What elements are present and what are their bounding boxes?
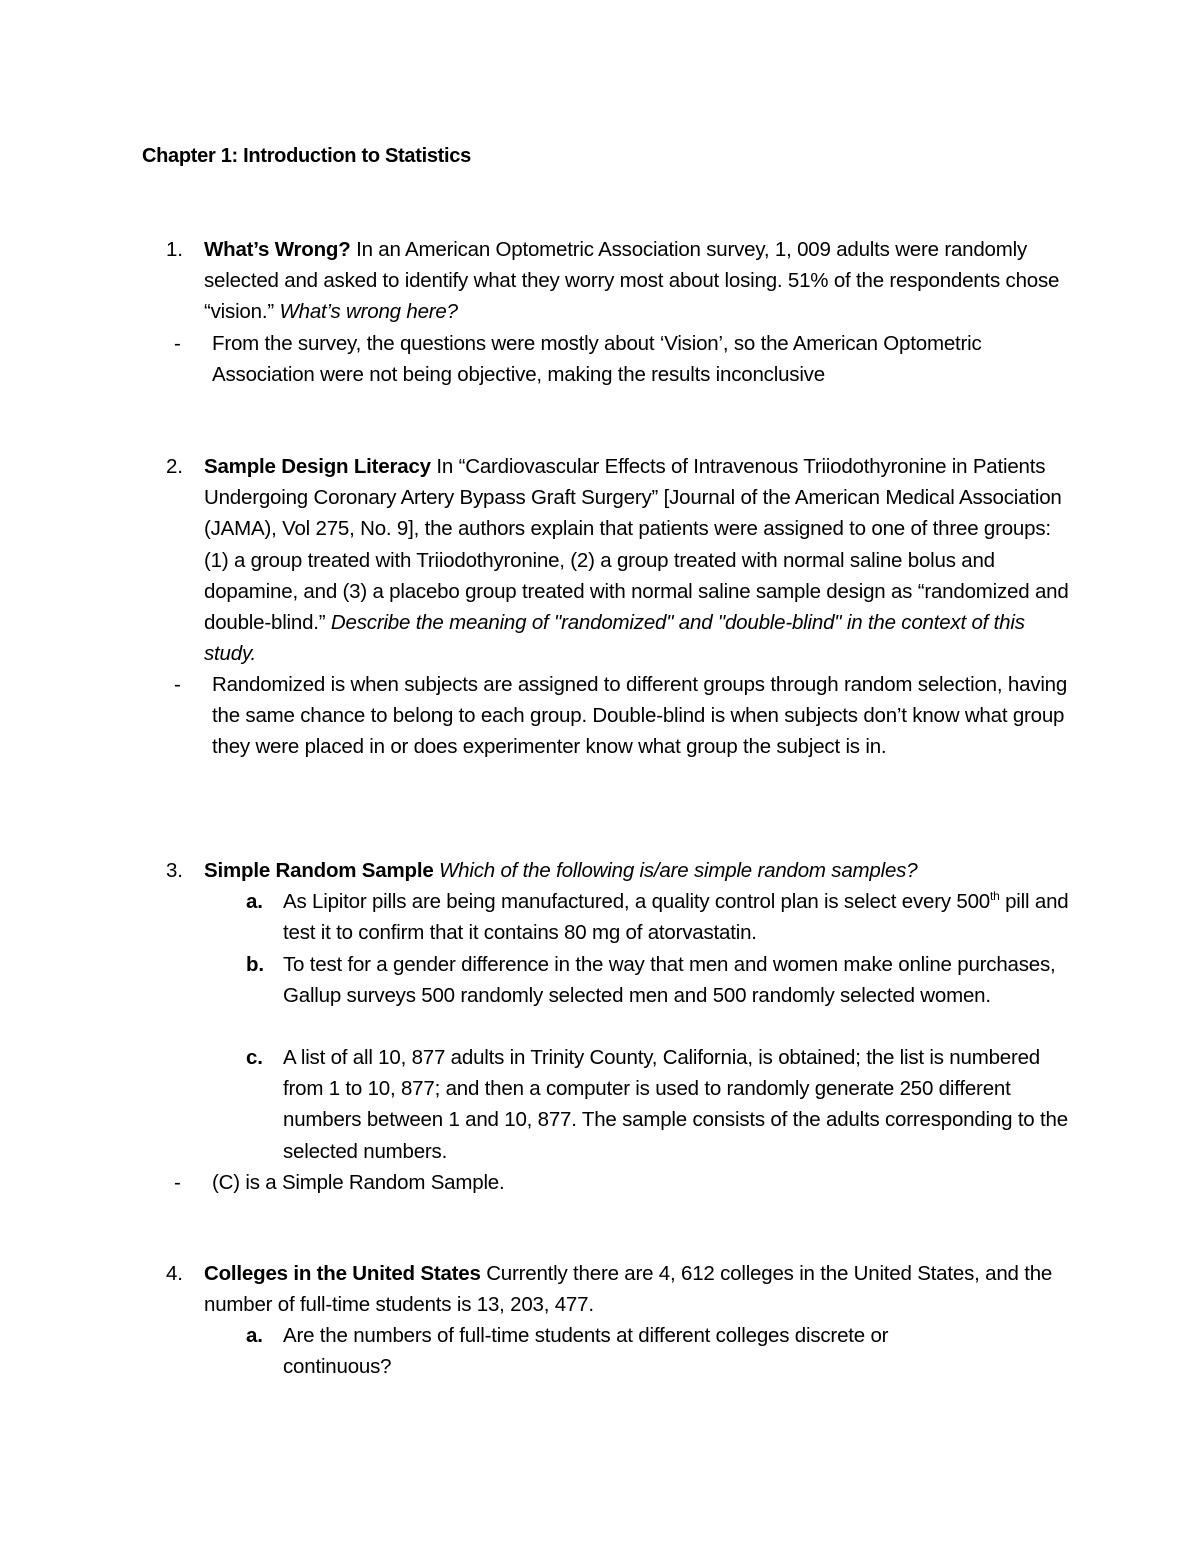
question-number: 1. xyxy=(166,238,183,261)
option-text: As Lipitor pills are being manufactured, a quality control plan is select every 500th pill and test it to confirm that it contains 80 mg of atorvastatin. xyxy=(283,889,1069,945)
question-prompt: Which of the following is/are simple random samples? xyxy=(439,859,918,882)
question-heading: Colleges in the United States xyxy=(204,1262,481,1285)
question-heading: Simple Random Sample xyxy=(204,859,434,882)
question-text: In an American Optometric Association survey, 1, 009 adults were randomly selected and asked to identify what they worry most about losing. 51% of the respondents chose “vision.” xyxy=(204,238,1060,324)
question-number: 4. xyxy=(166,1262,183,1285)
question-body xyxy=(204,234,1074,328)
question-body xyxy=(204,451,1074,669)
answer-marker: - xyxy=(174,332,181,355)
question-heading: Sample Design Literacy xyxy=(204,455,431,478)
option-text: A list of all 10, 877 adults in Trinity County, California, is obtained; the list is numbered from 1 to 10, 877; and then a computer is used to randomly generate 250 different numbers between 1 and 10, 877. The sample consists of the adults corresponding to the selected numbers. xyxy=(283,1046,1068,1163)
option-text: Are the numbers of full-time students at different colleges discrete or continuous? xyxy=(283,1324,889,1379)
question-body xyxy=(204,1258,1074,1320)
answer-marker: - xyxy=(174,673,181,696)
option-letter: b. xyxy=(246,953,264,976)
question-number: 2. xyxy=(166,455,183,478)
question-prompt: Describe the meaning of "randomized" and "double-blind" in the context of this study. xyxy=(204,611,1025,666)
question-prompt: What’s wrong here? xyxy=(279,300,458,324)
option-letter: c. xyxy=(246,1046,263,1069)
answer-text: From the survey, the questions were mostly about ‘Vision’, so the American Optometric Association were not being objective, making the results inconclusive xyxy=(212,332,982,387)
page-title: Chapter 1: Introduction to Statistics xyxy=(142,145,471,167)
question-number: 3. xyxy=(166,859,183,882)
question-text: In “Cardiovascular Effects of Intravenous Triiodothyronine in Patients Undergoing Coronary Artery Bypass Graft Surgery” [Journal of the American Medical Association (JAMA), Vol 275, No. 9], the authors explain that patients were assigned to one of three groups: (1) a group treated with Triiodothyronine, (2) a group treated with normal saline bolus and dopamine, and (3) a placebo group treated with normal saline sample design as “randomized and double-blind.” xyxy=(204,455,1069,635)
answer-text: Randomized is when subjects are assigned to different groups through random selection, having the same chance to belong to each group. Double-blind is when subjects don’t know what group they were placed in or does experimenter know what group the subject is in. xyxy=(212,673,1068,759)
question-heading: What’s Wrong? xyxy=(204,238,351,261)
question-body xyxy=(204,855,1074,886)
option-letter: a. xyxy=(246,890,263,913)
option-letter: a. xyxy=(246,1324,263,1347)
answer-marker: - xyxy=(174,1171,181,1194)
answer-text: (C) is a Simple Random Sample. xyxy=(212,1171,505,1194)
question-text: Currently there are 4, 612 colleges in the United States, and the number of full-time students is 13, 203, 477. xyxy=(204,1262,1053,1317)
option-text: To test for a gender difference in the way that men and women make online purchases, Gallup surveys 500 randomly selected men and 500 randomly selected women. xyxy=(283,953,1056,1008)
